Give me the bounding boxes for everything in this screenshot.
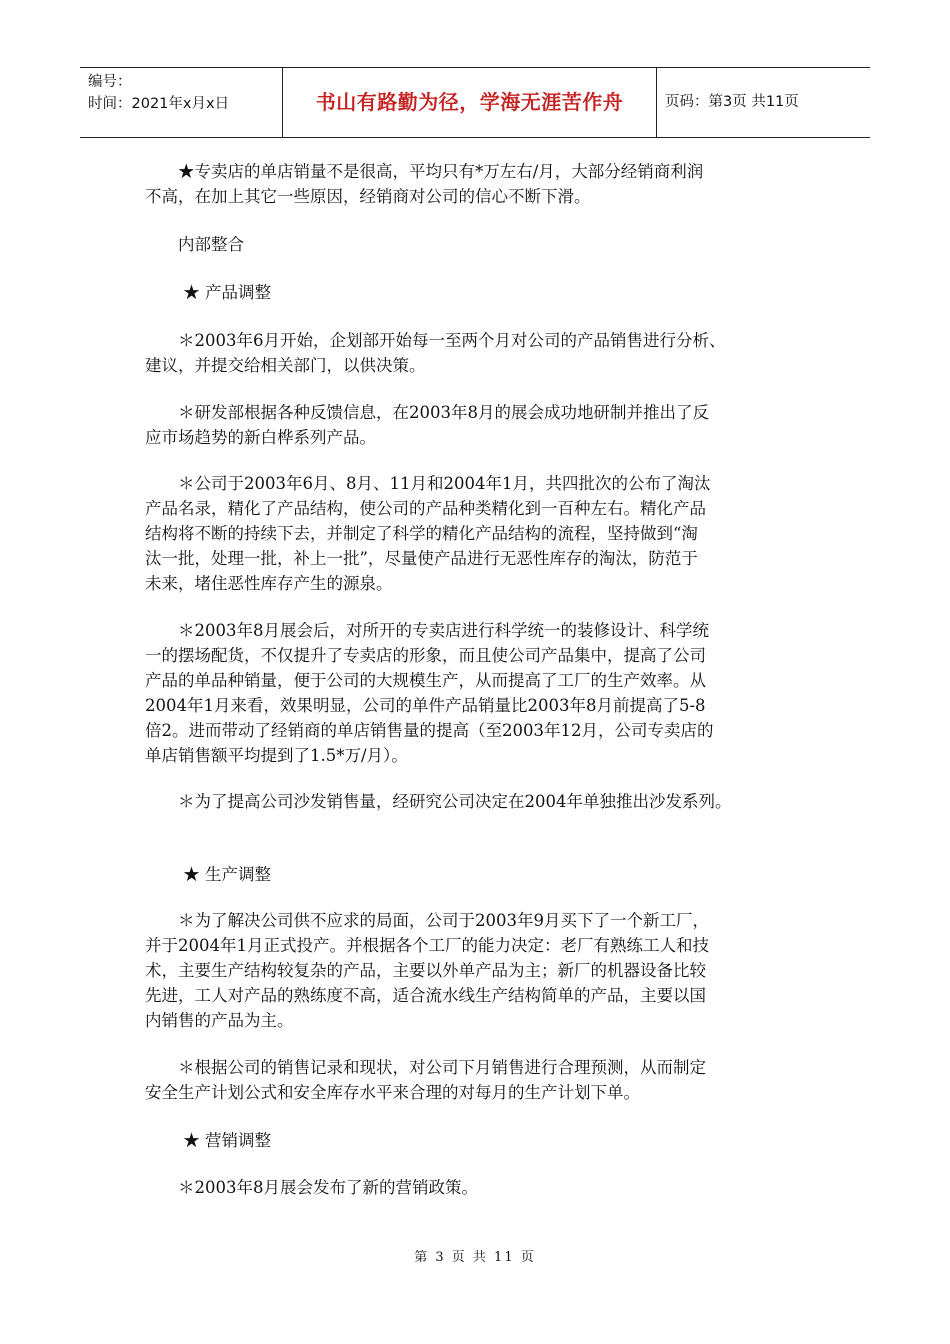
section-heading (145, 232, 817, 257)
text-line: 产品名录，精化了产品结构，使公司的产品种类精化到一百种左右。精化产品 (145, 499, 706, 518)
subsection-heading (145, 280, 817, 305)
paragraph (145, 908, 817, 1033)
text-line: 并于2004年1月正式投产。并根据各个工厂的能力决定：老厂有熟练工人和技 (145, 936, 709, 955)
paragraph (145, 400, 817, 450)
text-line: ＊公司于2003年6月、8月、11月和2004年1月，共四批次的公布了淘汰 (145, 474, 711, 493)
text-line: 内销售的产品为主。 (145, 1011, 294, 1030)
text-line: ★ 产品调整 (145, 283, 271, 302)
subsection-heading (145, 1128, 817, 1153)
text-line: 应市场趋势的新白桦系列产品。 (145, 428, 376, 447)
text-line: 安全生产计划公式和安全库存水平来合理的对每月的生产计划下单。 (145, 1083, 640, 1102)
header-meta-cell (80, 68, 283, 137)
text-line: 结构将不断的持续下去，并制定了科学的精化产品结构的流程，坚持做到“淘 (145, 524, 698, 543)
text-line: 建议，并提交给相关部门，以供决策。 (145, 356, 426, 375)
paragraph (145, 789, 817, 814)
header-page-info: 页码：第3页 共11页 (665, 94, 799, 110)
header-motto: 书山有路勤为径，学海无涯苦作舟 (283, 68, 657, 137)
text-line: ★专卖店的单店销量不是很高，平均只有*万左右/月，大部分经销商利润 (145, 162, 704, 181)
text-line: 产品的单品种销量，便于公司的大规模生产，从而提高了工厂的生产效率。从 (145, 671, 706, 690)
paragraph (145, 1175, 817, 1200)
text-line: ＊为了解决公司供不应求的局面，公司于2003年9月买下了一个新工厂， (145, 911, 709, 930)
paragraph (145, 1055, 817, 1105)
paragraph (145, 471, 817, 596)
text-line: ＊2003年8月展会发布了新的营销政策。 (145, 1178, 478, 1197)
text-line: ★ 生产调整 (145, 865, 271, 884)
text-line: 内部整合 (145, 235, 244, 254)
page-header (80, 67, 870, 138)
text-line: 倍2。进而带动了经销商的单店销售量的提高（至2003年12月，公司专卖店的 (145, 721, 714, 740)
text-line: 单店销售额平均提到了1.5*万/月）。 (145, 746, 408, 765)
text-line: ＊根据公司的销售记录和现状，对公司下月销售进行合理预测，从而制定 (145, 1058, 706, 1077)
text-line: ＊2003年6月开始，企划部开始每一至两个月对公司的产品销售进行分析、 (145, 331, 726, 350)
text-line: 不高，在加上其它一些原因，经销商对公司的信心不断下滑。 (145, 187, 591, 206)
text-line: 未来，堵住恶性库存产生的源泉。 (145, 574, 393, 593)
paragraph (145, 159, 817, 209)
page-footer: 第 3 页 共 11 页 (414, 1250, 536, 1265)
text-line: ＊为了提高公司沙发销售量，经研究公司决定在2004年单独推出沙发系列。 (145, 792, 732, 811)
paragraph (145, 328, 817, 378)
text-line: ★ 营销调整 (145, 1131, 271, 1150)
text-line: 先进，工人对产品的熟练度不高，适合流水线生产结构简单的产品，主要以国 (145, 986, 706, 1005)
paragraph (145, 618, 817, 768)
text-line: 汰一批，处理一批，补上一批”，尽量使产品进行无恶性库存的淘汰，防范于 (145, 549, 698, 568)
document-date: 时间：2021年x月x日 (88, 96, 230, 112)
document-number-label: 编号： (88, 74, 132, 90)
text-line: ＊2003年8月展会后，对所开的专卖店进行科学统一的装修设计、科学统 (145, 621, 709, 640)
text-line: 一的摆场配货，不仅提升了专卖店的形象，而且使公司产品集中，提高了公司 (145, 646, 706, 665)
text-line: ＊研发部根据各种反馈信息，在2003年8月的展会成功地研制并推出了反 (145, 403, 709, 422)
text-line: 术，主要生产结构较复杂的产品，主要以外单产品为主；新厂的机器设备比较 (145, 961, 706, 980)
subsection-heading (145, 862, 817, 887)
text-line: 2004年1月来看，效果明显，公司的单件产品销量比2003年8月前提高了5-8 (145, 696, 706, 715)
